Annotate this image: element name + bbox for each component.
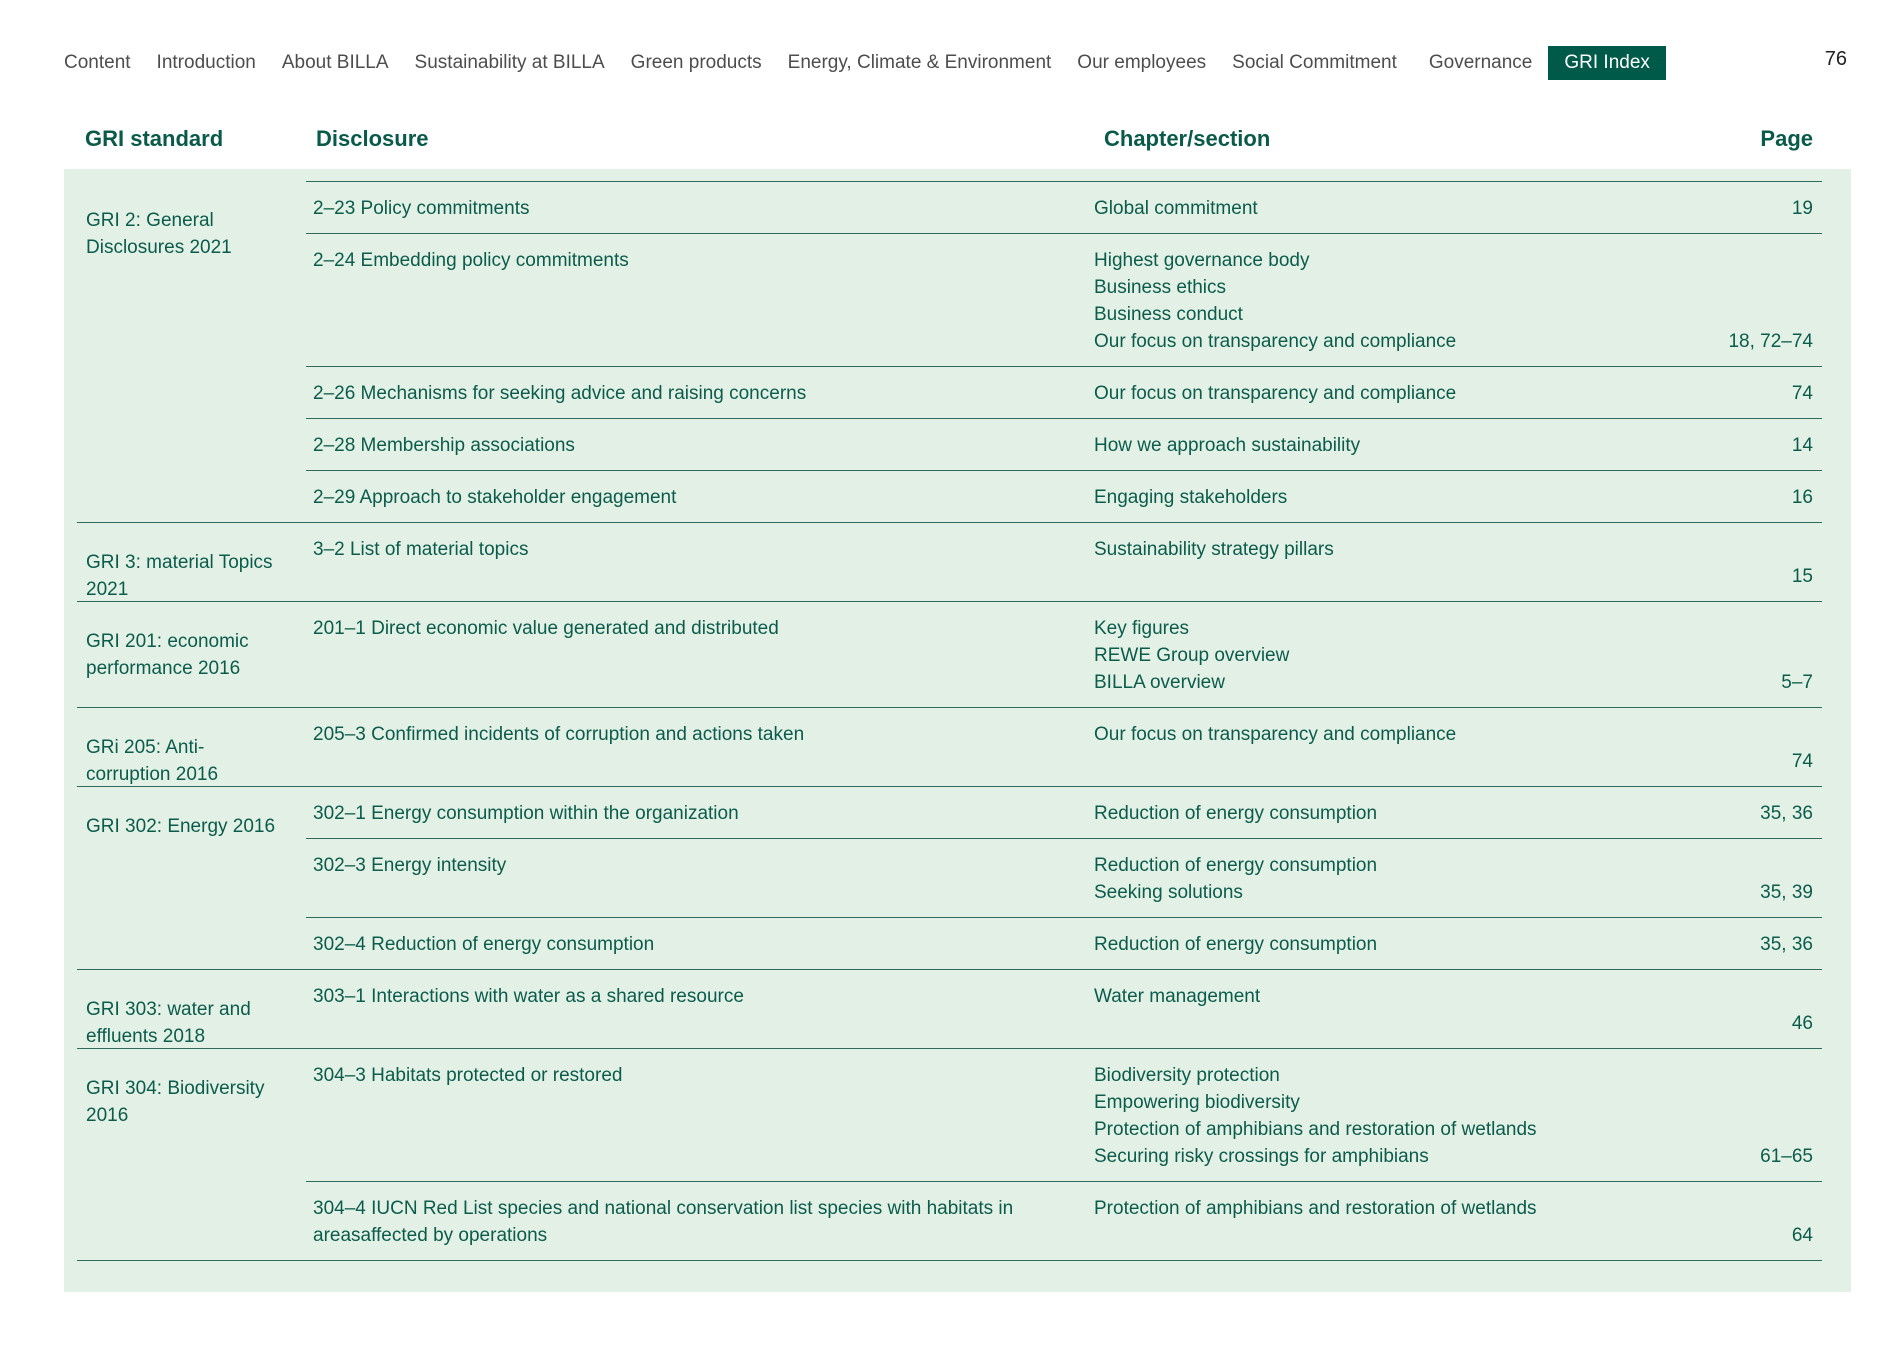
gri-standard-title: GRI 303: water and effluents 2018 [86,999,251,1047]
disclosure-cell: 2–24 Embedding policy commitments [313,250,629,271]
gri-standard-title: GRI 2: General Disclosures 2021 [86,210,232,258]
table-group [77,181,1822,523]
header-disclosure: Disclosure [316,126,429,151]
page-cell: 5–7 [1781,672,1813,693]
gri-standard-title: GRI 3: material Topics 2021 [86,552,273,600]
chapter-cell [1094,852,1822,906]
page-cell: 74 [1791,751,1813,772]
chapter-line: Highest governance body [1094,250,1310,271]
chapter-cell [1094,380,1822,407]
chapter-line [1094,748,1822,775]
page-cell: 18, 72–74 [1728,331,1813,352]
header-page: Page [1760,126,1813,151]
chapter-line [1094,1222,1822,1249]
page-cell: 35, 39 [1760,882,1813,903]
chapter-line [1094,563,1822,590]
page-number: 76 [1824,48,1847,70]
chapter-cell [1094,983,1822,1037]
table-row [306,1181,1822,1260]
chapter-cell [1094,721,1822,775]
table-group [77,708,1822,787]
header-chapter-section: Chapter/section [1104,126,1271,151]
table-rows [306,1049,1822,1260]
table-row [306,602,1822,707]
gri-standard-title: GRI 201: economic performance 2016 [86,631,249,679]
nav-item-energy-climate[interactable]: Energy, Climate & Environment [787,52,1052,73]
chapter-line: Reduction of energy consumption [1094,855,1378,876]
chapter-cell [1094,1062,1822,1170]
table-group [77,787,1822,970]
table-rows [306,787,1822,969]
chapter-line: REWE Group overview [1094,645,1290,666]
chapter-line: Protection of amphibians and restoration of wetlands [1094,1119,1537,1140]
chapter-line: Biodiversity protection [1094,1065,1280,1086]
chapter-line: How we approach sustainability [1094,435,1361,456]
chapter-line: Business conduct [1094,304,1243,325]
chapter-line: Our focus on transparency and compliance [1094,331,1457,352]
table-group [77,1049,1822,1261]
chapter-line: Our focus on transparency and compliance [1094,724,1457,745]
chapter-line: Business ethics [1094,277,1227,298]
table-rows [306,602,1822,707]
chapter-line: Seeking solutions [1094,882,1243,903]
disclosure-cell: 3–2 List of material topics [313,539,529,560]
table-row [306,970,1822,1048]
page-cell: 46 [1791,1013,1813,1034]
table-row [306,181,1822,233]
nav-item-our-employees[interactable]: Our employees [1077,52,1207,73]
chapter-cell [1094,931,1822,958]
nav-item-green-products[interactable]: Green products [630,52,762,73]
table-rows [306,523,1822,601]
chapter-line [1094,1010,1822,1037]
chapter-line: Empowering biodiversity [1094,1092,1300,1113]
disclosure-cell: 304–3 Habitats protected or restored [313,1065,623,1086]
table-group [77,970,1822,1049]
chapter-line: Sustainability strategy pillars [1094,539,1334,560]
disclosure-cell: 2–29 Approach to stakeholder engagement [313,487,677,508]
chapter-line: Water management [1094,986,1261,1007]
table-row [306,838,1822,917]
top-navigation [64,46,1692,80]
chapter-line: Securing risky crossings for amphibians [1094,1146,1429,1167]
chapter-line: Protection of amphibians and restoration of wetlands [1094,1198,1537,1219]
page-cell: 14 [1791,435,1813,456]
gri-standard-title: GRI 302: Energy 2016 [86,816,276,837]
gri-standard-title: GRi 205: Anti-corruption 2016 [86,737,219,785]
disclosure-cell: 303–1 Interactions with water as a shared resource [313,986,744,1007]
disclosure-cell: 2–23 Policy commitments [313,198,530,219]
disclosure-cell: 205–3 Confirmed incidents of corruption and actions taken [313,724,805,745]
table-row [306,418,1822,470]
table-header [64,122,1851,162]
table-row [306,1049,1822,1181]
disclosure-cell: 2–26 Mechanisms for seeking advice and raising concerns [313,383,807,404]
chapter-cell [1094,1195,1822,1249]
table-row [306,787,1822,838]
nav-item-gri-index[interactable]: GRI Index [1548,46,1666,80]
gri-index-table [64,169,1851,1292]
disclosure-cell: 302–4 Reduction of energy consumption [313,934,655,955]
chapter-cell [1094,432,1822,459]
nav-item-governance[interactable]: Governance [1428,52,1533,73]
table-group [77,602,1822,708]
table-row [306,523,1822,601]
table-row [306,708,1822,786]
chapter-line: Global commitment [1094,198,1258,219]
page-cell: 16 [1791,487,1813,508]
table-rows [306,181,1822,522]
nav-item-sustainability[interactable]: Sustainability at BILLA [414,52,605,73]
table-row [306,917,1822,969]
page-cell: 61–65 [1760,1146,1813,1167]
table-rows [306,970,1822,1048]
chapter-cell [1094,484,1822,511]
chapter-cell [1094,615,1822,696]
disclosure-cell: 2–28 Membership associations [313,435,575,456]
table-row [306,233,1822,366]
page-cell: 15 [1791,566,1813,587]
page-cell: 64 [1791,1225,1813,1246]
page-cell: 35, 36 [1760,803,1813,824]
chapter-line: Engaging stakeholders [1094,487,1288,508]
chapter-cell [1094,247,1822,355]
table-group [77,523,1822,602]
disclosure-cell: 201–1 Direct economic value generated and distributed [313,618,779,639]
chapter-line: Our focus on transparency and compliance [1094,383,1457,404]
nav-item-introduction[interactable]: Introduction [156,52,256,73]
disclosure-cell: 302–3 Energy intensity [313,855,507,876]
chapter-line: BILLA overview [1094,672,1225,693]
header-gri-standard: GRI standard [85,126,224,151]
chapter-line: Reduction of energy consumption [1094,803,1378,824]
disclosure-cell: 304–4 IUCN Red List species and national conservation list species with habitats in areasaffected by operations [313,1198,1014,1246]
nav-item-content[interactable]: Content [64,52,131,73]
table-row [306,470,1822,522]
page-cell: 35, 36 [1760,934,1813,955]
table-rows [306,708,1822,786]
nav-item-about-billa[interactable]: About BILLA [281,52,389,73]
table-row [306,366,1822,418]
chapter-cell [1094,195,1822,222]
nav-item-social-commitment[interactable]: Social Commitment [1232,52,1397,73]
disclosure-cell: 302–1 Energy consumption within the organization [313,803,739,824]
page-cell: 19 [1791,198,1813,219]
chapter-line: Key figures [1094,618,1190,639]
chapter-line: Reduction of energy consumption [1094,934,1378,955]
chapter-cell [1094,800,1822,827]
page-cell: 74 [1791,383,1813,404]
chapter-cell [1094,536,1822,590]
gri-standard-title: GRI 304: Biodiversity 2016 [86,1078,265,1126]
